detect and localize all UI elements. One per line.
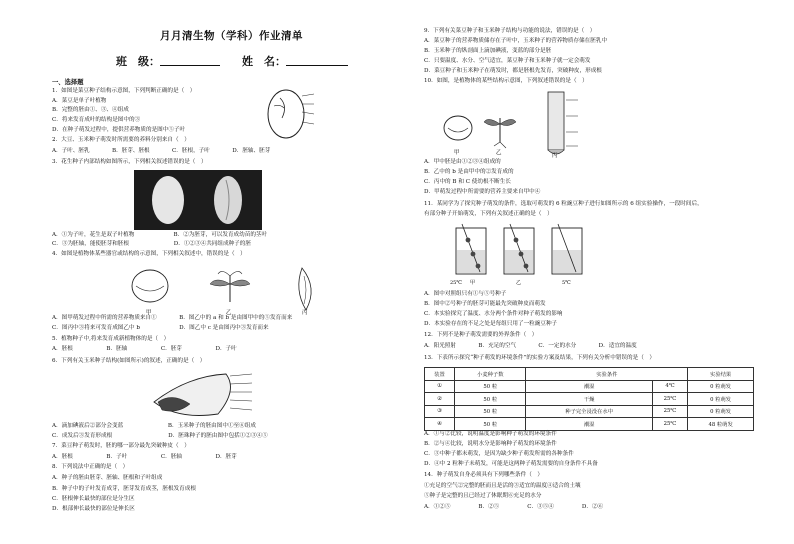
option-line: A．图甲萌发过程中所需的营养物质来自① B．图乙中的 a 和 b 是由图甲中的⑤发育而来 — [52, 315, 293, 321]
table-header: 小麦种子数 — [455, 368, 526, 381]
question-line: 14．种子萌发自身必须具有下列哪些条件（ ） — [424, 472, 543, 478]
left-column — [52, 0, 394, 544]
table-header: 实验条件 — [526, 368, 688, 381]
question-line: 10．如图，是植物体的某些结构示意图，下列叙述错误的是（ ） — [424, 78, 588, 84]
option-line: B．完整的胚由①、③、④组成 — [52, 107, 129, 113]
option-line: C．图丙中③将来可发育成图乙中 b D．图乙中 c 是由图丙中③发育而来 — [52, 325, 269, 331]
table-cell: 种子完全浸没在水中 — [526, 405, 652, 418]
table-cell: ① — [425, 380, 455, 393]
option-line: C．只要温度、水分、空气适宜，菜豆种子和玉米种子就一定会萌发 — [424, 58, 591, 64]
option-line: C．将来发育成叶的结构是图中的③ — [52, 117, 141, 123]
table-cell: 50 粒 — [455, 380, 526, 393]
option-line: A．①与②比较，说明温度是影响种子萌发的环境条件 — [424, 431, 557, 437]
option-line: A．甲中胚是由①②③④组成的 — [424, 159, 501, 165]
experiment-table — [424, 367, 754, 431]
option-line: A．菜豆是单子叶植物 — [52, 98, 107, 104]
table-cell: 25℃ — [652, 405, 687, 418]
question-line: 2．大豆、玉米种子萌发时所需要的养料分别来自（ ） — [52, 137, 190, 143]
class-label: 班 级： — [116, 55, 160, 68]
table-cell: 0 粒萌发 — [688, 380, 754, 393]
table-cell: ④ — [425, 418, 455, 431]
question-line: 11．某同学为了探究种子萌发的条件，选取可萌发的 6 粒豌豆种子进行如图所示的 6 组实验操作，一段时间后， — [424, 201, 703, 207]
table-row — [425, 393, 754, 406]
option-line: A．阳光照射 B．充足的空气 C．一定的水分 D．适宜的温度 — [424, 343, 637, 349]
name-label: 姓 名： — [242, 55, 286, 68]
fig4-label-b: 乙 — [226, 310, 232, 316]
question-line: 有部分种子开始萌发，下列有关叙述正确的是（ ） — [424, 211, 553, 217]
plant-structure-figure — [438, 88, 598, 158]
option-line: A．子叶、胚乳 B．胚芽、胚根 C．胚根，子叶 D．胚轴、胚芽 — [52, 148, 271, 154]
question-line: 5．植物种子中,将来发育成新植物体的是（ ） — [52, 336, 170, 342]
table-cell: 4℃ — [652, 380, 687, 393]
option-line: D．根部伸长最快的部位是伸长区 — [52, 506, 135, 512]
option-line: ⑤种子是完整的且已经过了休眠期⑥充足的水分 — [424, 493, 542, 499]
fig10-label-c: 丙 — [552, 153, 558, 158]
table-row — [425, 405, 754, 418]
peanut-seed-photo — [134, 170, 262, 230]
class-blank[interactable] — [160, 55, 220, 66]
beaker-experiment-figure — [448, 222, 598, 288]
question-line: 7．菜豆种子萌发时，胚的哪一部分最先突破种皮（ ） — [52, 443, 190, 449]
option-line: B．乙中的 b 是由甲中的②发育成的 — [424, 169, 514, 175]
option-line: ①充足的空气②完整的胚而且是活的③适宜的温度④适合的土壤 — [424, 483, 581, 489]
table-cell: 潮湿 — [526, 418, 652, 431]
table-header: 装置 — [425, 368, 455, 381]
fig10-label-a: 甲 — [454, 150, 460, 156]
table-cell: 50 粒 — [455, 418, 526, 431]
right-column — [424, 0, 754, 544]
bean-seed-figure — [258, 84, 318, 142]
option-line: B．图中②号种子的胚芽可能最先突破种皮而萌发 — [424, 301, 546, 307]
student-info — [116, 53, 348, 69]
name-blank[interactable] — [286, 55, 348, 66]
question-line: 8．下列说法中正确的是（ ） — [52, 464, 129, 470]
option-line: C．③中种子都未萌发，是因为缺少种子萌发所需的各种条件 — [424, 451, 574, 457]
option-line: C．③为胚轴，能使胚芽和胚根 D．①②③④共同组成种子的胚 — [52, 241, 251, 247]
option-line: B．种子中的子叶发育成芽，胚芽发育成茎，胚根发育成根 — [52, 486, 196, 492]
table-cell: ② — [425, 393, 455, 406]
option-line: D．在种子萌发过程中，提供营养物质的是图中⑤子叶 — [52, 127, 186, 133]
fig4-labels — [122, 306, 342, 316]
table-header-row — [425, 368, 754, 381]
fig10-label-b: 乙 — [496, 150, 502, 156]
option-line: A．菜豆种子的营养物质储存在子叶中，玉米种子的营养物质存储在胚乳中 — [424, 38, 608, 44]
option-line: C．胚根伸长最快的部位是分生区 — [52, 496, 135, 502]
option-line: D．本实验存在的不足之处是每组只用了一粒豌豆种子 — [424, 321, 558, 327]
table-cell: ③ — [425, 405, 455, 418]
option-line: A．图中对照组只有①与⑤号种子 — [424, 291, 507, 297]
table-header: 实验结果 — [688, 368, 754, 381]
option-line: A．滴加碘液后②部分会变蓝 B．玉米种子的胚由图中①至⑥组成 — [52, 423, 256, 429]
option-line: B．玉米种子的纵剖面上滴加碘液，变蓝的部分是胚 — [424, 48, 552, 54]
option-line: A．胚根 B．子叶 C．胚轴 D．胚芽 — [52, 454, 237, 460]
option-line: A．①为子叶，花生是双子叶植物 B．②为胚芽，可以发育成幼苗的茎叶 — [52, 232, 268, 238]
option-line: D．④中 2 粒种子未萌发，可能是这两种子萌发需要的自身条件不具备 — [424, 461, 598, 467]
option-line: A．胚根 B．胚轴 C．胚芽 D．子叶 — [52, 346, 237, 352]
table-cell: 25℃ — [652, 418, 687, 431]
option-line: B．②与④比较，说明水分是影响种子萌发的环境条件 — [424, 441, 557, 447]
option-line: C．成发后③发育形成根 D．胚珠种子的胚由图中包括①②③④⑤ — [52, 433, 268, 439]
fig11-label-a: 甲 — [470, 280, 476, 286]
fig11-temp-a: 25℃ — [450, 280, 462, 286]
question-line: 9．下列有关菜豆种子和玉米种子结构与功能的说法，错误的是（ ） — [424, 28, 596, 34]
question-line: 13．下表所示探究“种子萌发的环境条件”的实验方案及结果，下列有关分析中错误的是（ ） — [424, 355, 655, 361]
option-line: D．菜豆种子和玉米种子在萌发时，都是胚根先发育，突破种皮，形成根 — [424, 68, 602, 74]
option-line: A．①②⑤ B．②⑤ C．③⑤④ D．②⑥ — [424, 504, 604, 510]
fig11-temp-b: 5℃ — [562, 280, 571, 286]
option-line: D．甲萌发过程中所需要的营养主要来自甲中④ — [424, 189, 541, 195]
question-line: 12．下列不是种子萌发需要的外界条件（ ） — [424, 332, 538, 338]
section-heading: 一、选择题 — [52, 79, 84, 86]
table-cell: 50 粒 — [455, 405, 526, 418]
table-cell: 干燥 — [526, 393, 652, 406]
option-line: C．丙中的 B 和 C 使幼根不断生长 — [424, 179, 511, 185]
table-row — [425, 418, 754, 431]
table-cell: 48 粒萌发 — [688, 418, 754, 431]
table-cell: 25℃ — [652, 393, 687, 406]
page-title: 月月清生物（学科）作业清单 — [160, 30, 303, 42]
question-line: 6．下列有关玉米种子结构(如图所示)的叙述，正确的是（ ） — [52, 358, 206, 364]
fig4-label-c: 丙 — [302, 310, 308, 316]
table-cell: 50 粒 — [455, 393, 526, 406]
option-line: C．本实验探究了温度、水分两个条件对种子萌发的影响 — [424, 311, 563, 317]
question-line: 1．如图是菜豆种子结构示意图，下列判断正确的是（ ） — [52, 88, 196, 94]
corn-seed-figure — [148, 370, 258, 422]
question-line: 3．花生种子内部结构如图所示，下列相关叙述错误的是（ ） — [52, 159, 207, 165]
table-cell: 0 粒萌发 — [688, 393, 754, 406]
option-line: A．种子的胚由胚芽、胚轴、胚根和子叶组成 — [52, 475, 163, 481]
table-row — [425, 380, 754, 393]
table-cell: 潮湿 — [526, 380, 652, 393]
fig4-label-a: 甲 — [146, 310, 152, 316]
table-cell: 0 粒萌发 — [688, 405, 754, 418]
question-line: 4．如图是植物体某些器官或结构的示意图，下列相关叙述中，错误的是（ ） — [52, 251, 246, 257]
fig11-label-b: 乙 — [516, 280, 522, 286]
